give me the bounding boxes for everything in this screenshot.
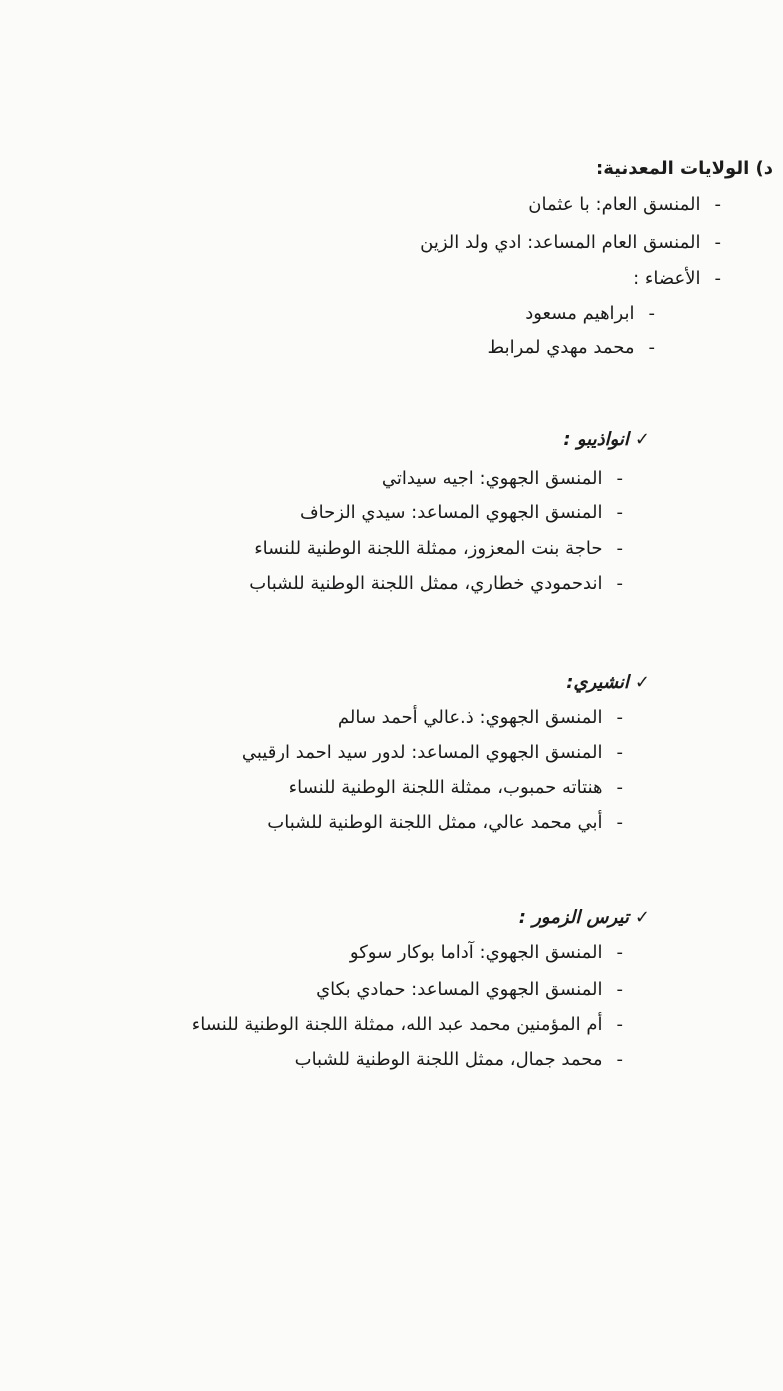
member-item: -ابراهيم مسعود <box>525 303 655 324</box>
section-title-tiris-zemmour: ✓تيرس الزمور : <box>519 905 650 931</box>
list-item: -المنسق الجهوي: ذ.عالي أحمد سالم <box>337 707 623 728</box>
list-item: -أم المؤمنين محمد عبد الله، ممثلة اللجنة الوطنية للنساء <box>191 1014 623 1035</box>
section-title-inchiri: ✓انشيري: <box>566 670 650 696</box>
list-item: -المنسق العام: با عثمان <box>528 194 721 215</box>
list-item: -المنسق الجهوي: اجيه سيداتي <box>381 468 623 489</box>
list-item: -هنتاته حمبوب، ممثلة اللجنة الوطنية للنساء <box>288 777 623 798</box>
check-icon: ✓ <box>634 907 650 928</box>
list-item: -أبي محمد عالي، ممثل اللجنة الوطنية للشباب <box>267 812 623 833</box>
section-heading: د) الولايات المعدنية: <box>596 158 773 179</box>
list-item: -حاجة بنت المعزوز، ممثلة اللجنة الوطنية للنساء <box>254 538 623 559</box>
list-item: -المنسق الجهوي المساعد: سيدي الزحاف <box>300 502 623 523</box>
list-item: -المنسق الجهوي المساعد: لدور سيد احمد ارقيبي <box>241 742 623 763</box>
list-item: -المنسق الجهوي: آداما بوكار سوكو <box>349 942 623 963</box>
section-title-nouadhibou: ✓انواذيبو : <box>563 427 650 453</box>
list-item: -محمد جمال، ممثل اللجنة الوطنية للشباب <box>294 1049 623 1070</box>
check-icon: ✓ <box>634 429 650 450</box>
list-item: -المنسق العام المساعد: ادي ولد الزين <box>420 232 721 253</box>
list-item: -المنسق الجهوي المساعد: حمادي بكاي <box>316 979 623 1000</box>
member-item: -محمد مهدي لمرابط <box>487 337 655 358</box>
list-item: -الأعضاء : <box>633 268 721 289</box>
list-item: -اندحمودي خطاري، ممثل اللجنة الوطنية للشباب <box>249 573 623 594</box>
check-icon: ✓ <box>634 672 650 693</box>
